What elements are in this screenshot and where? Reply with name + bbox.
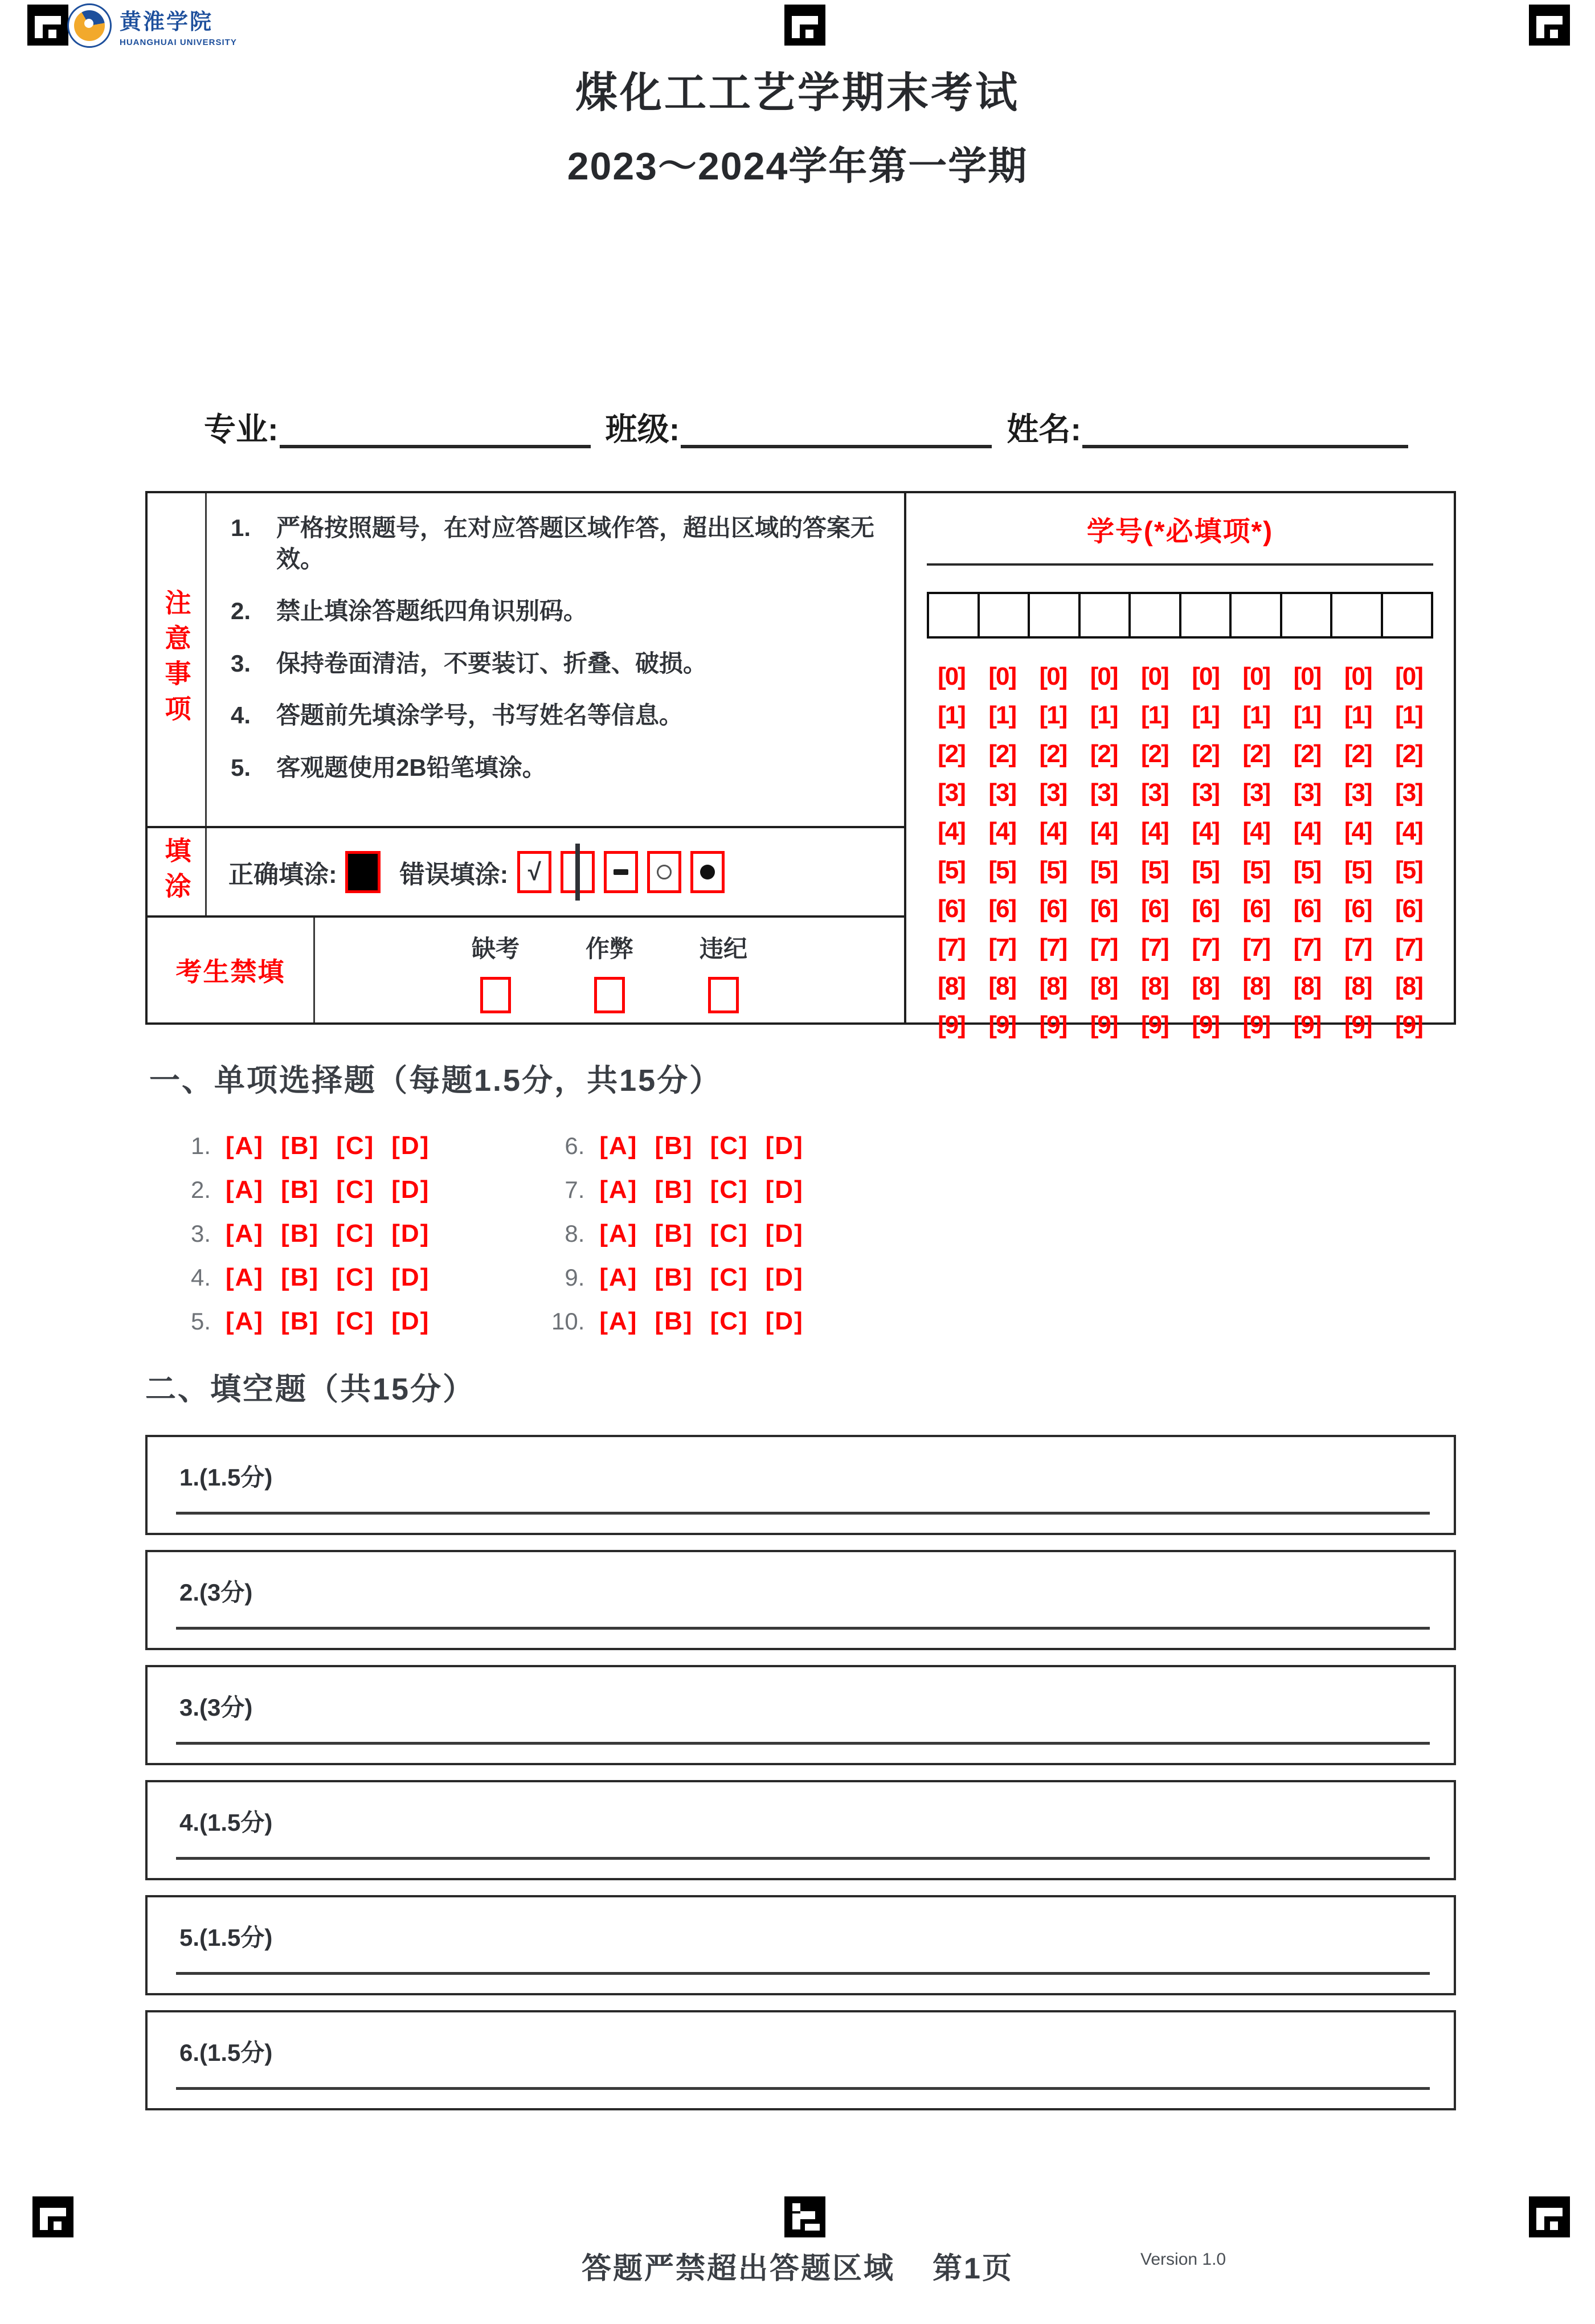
option-bubble[interactable]: [C] bbox=[710, 1263, 749, 1291]
exam-title: 煤化工工艺学期末考试 bbox=[575, 69, 1020, 116]
footer-page-number: 第1页 bbox=[933, 2252, 1013, 2285]
digit-bubble[interactable]: [9] bbox=[1395, 1011, 1422, 1039]
digit-bubble[interactable]: [1] bbox=[1090, 701, 1118, 729]
option-bubble[interactable]: [A] bbox=[226, 1220, 264, 1247]
examiner-fill-box[interactable] bbox=[480, 977, 511, 1013]
option-bubble[interactable]: [C] bbox=[336, 1307, 375, 1335]
digit-bubble[interactable]: [9] bbox=[938, 1011, 965, 1039]
wrong-fill-examples bbox=[508, 851, 725, 893]
digit-bubble[interactable]: [3] bbox=[1293, 779, 1321, 807]
digit-bubble[interactable]: [1] bbox=[1344, 701, 1372, 729]
digit-bubble[interactable]: [5] bbox=[988, 856, 1016, 884]
examiner-only-label: 考生禁填 bbox=[148, 918, 315, 1022]
digit-bubble[interactable]: [2] bbox=[1039, 740, 1067, 768]
digit-bubble[interactable]: [4] bbox=[1395, 817, 1422, 845]
digit-bubble[interactable]: [9] bbox=[1140, 1011, 1168, 1039]
digit-bubble[interactable]: [7] bbox=[1293, 934, 1321, 961]
question-number: 8. bbox=[565, 1220, 585, 1247]
examiner-column bbox=[700, 930, 747, 1022]
question-row bbox=[158, 1263, 447, 1292]
digit-bubble[interactable]: [9] bbox=[1293, 1011, 1321, 1039]
blank-answer-line[interactable] bbox=[176, 1627, 1430, 1630]
student-id-cell[interactable] bbox=[1081, 592, 1131, 639]
digit-bubble[interactable]: [6] bbox=[1140, 895, 1168, 923]
check-mark-icon: √ bbox=[527, 858, 541, 885]
digit-bubble[interactable]: [7] bbox=[1140, 934, 1168, 961]
option-bubble[interactable]: [A] bbox=[599, 1220, 638, 1247]
filling-label: 填涂 bbox=[161, 836, 191, 907]
question-number: 7. bbox=[565, 1176, 585, 1203]
class-input-line[interactable] bbox=[681, 412, 992, 448]
digit-bubble[interactable]: [0] bbox=[1090, 662, 1118, 690]
question-row bbox=[158, 1132, 447, 1160]
name-label: 姓名: bbox=[1007, 411, 1081, 447]
digit-bubble[interactable]: [9] bbox=[1192, 1011, 1219, 1039]
digit-bubble[interactable]: [0] bbox=[938, 662, 965, 690]
option-bubble[interactable]: [B] bbox=[281, 1307, 320, 1335]
digit-bubble[interactable]: [8] bbox=[938, 972, 965, 1000]
digit-bubble[interactable]: [7] bbox=[1242, 934, 1270, 961]
digit-bubble[interactable]: [9] bbox=[988, 1011, 1016, 1039]
check-mark-box bbox=[517, 851, 551, 893]
question-number: 2. bbox=[190, 1176, 211, 1203]
circle-outline-mark-box bbox=[647, 851, 681, 893]
student-id-cell[interactable] bbox=[1131, 592, 1181, 639]
digit-row bbox=[927, 701, 1433, 730]
notice-item-number: 1. bbox=[231, 514, 251, 541]
university-logo bbox=[67, 3, 237, 48]
digit-bubble[interactable]: [5] bbox=[1140, 856, 1168, 884]
option-bubble[interactable]: [A] bbox=[599, 1263, 638, 1291]
notice-item bbox=[231, 752, 887, 784]
notice-item-text: 禁止填涂答题纸四角识别码。 bbox=[276, 598, 588, 625]
digit-bubble[interactable]: [7] bbox=[1090, 934, 1118, 961]
digit-bubble[interactable]: [0] bbox=[988, 662, 1016, 690]
option-bubble[interactable]: [D] bbox=[765, 1307, 804, 1335]
examiner-fill-box[interactable] bbox=[708, 977, 739, 1013]
university-name-cn: 黄淮学院 bbox=[120, 10, 214, 34]
name-input-line[interactable] bbox=[1082, 412, 1408, 448]
examiner-only-columns bbox=[315, 918, 904, 1022]
student-id-write-cells bbox=[927, 592, 1433, 639]
option-bubble[interactable]: [D] bbox=[391, 1132, 430, 1160]
student-id-cell[interactable] bbox=[980, 592, 1030, 639]
digit-bubble[interactable]: [6] bbox=[1293, 895, 1321, 923]
digit-bubble[interactable]: [6] bbox=[1090, 895, 1118, 923]
option-bubble[interactable]: [C] bbox=[710, 1307, 749, 1335]
digit-bubble[interactable]: [2] bbox=[938, 740, 965, 768]
question-number: 4. bbox=[190, 1264, 211, 1291]
digit-bubble[interactable]: [1] bbox=[1192, 701, 1219, 729]
digit-bubble[interactable]: [0] bbox=[1192, 662, 1219, 690]
digit-bubble[interactable]: [2] bbox=[1395, 740, 1422, 768]
fiducial-marker-top-middle-icon bbox=[784, 5, 825, 46]
choice-question-grid bbox=[158, 1132, 821, 1336]
digit-bubble[interactable]: [8] bbox=[1293, 972, 1321, 1000]
digit-bubble[interactable]: [2] bbox=[988, 740, 1016, 768]
question-number: 6. bbox=[565, 1132, 585, 1159]
digit-row bbox=[927, 817, 1433, 846]
digit-bubble[interactable]: [4] bbox=[1242, 817, 1270, 845]
digit-bubble[interactable]: [0] bbox=[1140, 662, 1168, 690]
vertical-bar-mark-box bbox=[561, 851, 595, 893]
exam-subtitle: 2023～2024学年第一学期 bbox=[567, 145, 1028, 188]
question-row bbox=[532, 1176, 820, 1204]
correct-fill-swatch-icon bbox=[345, 851, 381, 893]
digit-bubble[interactable]: [1] bbox=[988, 701, 1016, 729]
option-bubble[interactable]: [D] bbox=[391, 1307, 430, 1335]
digit-bubble[interactable]: [3] bbox=[1140, 779, 1168, 807]
blank-answer-line[interactable] bbox=[176, 1512, 1430, 1515]
examiner-column-label: 缺考 bbox=[471, 935, 520, 962]
notice-item-number: 4. bbox=[231, 702, 251, 729]
blank-answer-label: 2.(3分) bbox=[179, 1579, 253, 1606]
name-field bbox=[1007, 410, 1408, 448]
digit-bubble[interactable]: [9] bbox=[1039, 1011, 1067, 1039]
question-number: 5. bbox=[190, 1308, 211, 1335]
footer-warning: 答题严禁超出答题区域 bbox=[582, 2252, 895, 2285]
digit-bubble[interactable]: [7] bbox=[1039, 934, 1067, 961]
notice-item-number: 3. bbox=[231, 649, 251, 677]
option-bubble[interactable]: [C] bbox=[336, 1263, 375, 1291]
blank-answer-label: 1.(1.5分) bbox=[179, 1464, 273, 1491]
digit-bubble[interactable]: [7] bbox=[1395, 934, 1422, 961]
digit-bubble[interactable]: [3] bbox=[1090, 779, 1118, 807]
option-bubble[interactable]: [C] bbox=[710, 1132, 749, 1160]
student-id-cell[interactable] bbox=[1181, 592, 1232, 639]
digit-bubble[interactable]: [8] bbox=[1192, 972, 1219, 1000]
option-bubble[interactable]: [D] bbox=[765, 1132, 804, 1160]
option-bubble[interactable]: [D] bbox=[391, 1263, 430, 1291]
version-label: Version 1.0 bbox=[1140, 2250, 1226, 2269]
digit-bubble[interactable]: [4] bbox=[1090, 817, 1118, 845]
digit-row bbox=[927, 779, 1433, 807]
option-bubble[interactable]: [C] bbox=[710, 1220, 749, 1247]
option-bubble[interactable]: [B] bbox=[281, 1220, 320, 1247]
blank-answer-label: 6.(1.5分) bbox=[179, 2039, 273, 2066]
option-bubble[interactable]: [B] bbox=[281, 1176, 320, 1204]
digit-bubble[interactable]: [0] bbox=[1395, 662, 1422, 690]
digit-bubble[interactable]: [8] bbox=[1395, 972, 1422, 1000]
option-bubble[interactable]: [C] bbox=[710, 1176, 749, 1204]
digit-bubble[interactable]: [3] bbox=[1039, 779, 1067, 807]
question-number: 9. bbox=[565, 1264, 585, 1291]
digit-bubble[interactable]: [5] bbox=[1192, 856, 1219, 884]
option-bubble[interactable]: [B] bbox=[281, 1132, 320, 1160]
question-row bbox=[532, 1263, 820, 1292]
notice-item-number: 5. bbox=[231, 754, 251, 781]
digit-bubble[interactable]: [4] bbox=[1192, 817, 1219, 845]
digit-bubble[interactable]: [2] bbox=[1090, 740, 1118, 768]
digit-bubble[interactable]: [4] bbox=[988, 817, 1016, 845]
blank-answer-label: 4.(1.5分) bbox=[179, 1809, 273, 1836]
digit-bubble[interactable]: [2] bbox=[1192, 740, 1219, 768]
blank-answer-line[interactable] bbox=[176, 2087, 1430, 2090]
blank-answer-box[interactable] bbox=[145, 1780, 1456, 1880]
option-bubble[interactable]: [D] bbox=[391, 1176, 430, 1204]
question-row bbox=[532, 1132, 820, 1160]
fiducial-marker-bottom-right-icon bbox=[1529, 2196, 1570, 2237]
digit-bubble[interactable]: [4] bbox=[1293, 817, 1321, 845]
option-bubble[interactable]: [D] bbox=[765, 1220, 804, 1247]
option-bubble[interactable]: [D] bbox=[765, 1263, 804, 1291]
circle-filled-mark-box bbox=[690, 851, 725, 893]
digit-bubble[interactable]: [9] bbox=[1344, 1011, 1372, 1039]
digit-bubble[interactable]: [6] bbox=[1395, 895, 1422, 923]
examiner-column-label: 作弊 bbox=[585, 935, 633, 962]
examiner-only-section bbox=[148, 918, 904, 1022]
student-id-title: 学号(*必填项*) bbox=[1086, 517, 1274, 547]
blank-answer-line[interactable] bbox=[176, 1742, 1430, 1745]
info-box bbox=[145, 491, 1456, 1039]
digit-bubble[interactable]: [8] bbox=[1090, 972, 1118, 1000]
question-row bbox=[532, 1307, 820, 1336]
option-bubble[interactable]: [B] bbox=[655, 1263, 693, 1291]
digit-bubble[interactable]: [5] bbox=[1039, 856, 1067, 884]
blank-answer-box[interactable] bbox=[145, 1665, 1456, 1765]
student-id-bubble-grid bbox=[927, 662, 1433, 1040]
major-field bbox=[204, 410, 606, 448]
digit-bubble[interactable]: [7] bbox=[938, 934, 965, 961]
digit-bubble[interactable]: [7] bbox=[1344, 934, 1372, 961]
blanks-section bbox=[145, 1365, 1456, 2125]
digit-row bbox=[927, 895, 1433, 923]
digit-bubble[interactable]: [0] bbox=[1242, 662, 1270, 690]
option-bubble[interactable]: [A] bbox=[226, 1132, 264, 1160]
info-left-pane bbox=[148, 493, 906, 1022]
digit-row bbox=[927, 934, 1433, 962]
digit-bubble[interactable]: [5] bbox=[938, 856, 965, 884]
digit-bubble[interactable]: [8] bbox=[988, 972, 1016, 1000]
notice-item bbox=[231, 513, 887, 575]
fiducial-marker-bottom-left-icon bbox=[32, 2196, 73, 2237]
major-input-line[interactable] bbox=[280, 412, 591, 448]
question-row bbox=[532, 1220, 820, 1248]
choice-section bbox=[149, 1056, 821, 1336]
digit-bubble[interactable]: [6] bbox=[1039, 895, 1067, 923]
digit-bubble[interactable]: [6] bbox=[988, 895, 1016, 923]
circle-outline-mark-icon bbox=[657, 865, 672, 879]
digit-bubble[interactable]: [6] bbox=[1192, 895, 1219, 923]
digit-bubble[interactable]: [5] bbox=[1344, 856, 1372, 884]
class-label: 班级: bbox=[605, 411, 680, 447]
dash-mark-box bbox=[604, 851, 638, 893]
digit-bubble[interactable]: [6] bbox=[1242, 895, 1270, 923]
blank-answer-box[interactable] bbox=[145, 2010, 1456, 2110]
digit-bubble[interactable]: [3] bbox=[1395, 779, 1422, 807]
blanks-section-heading: 二、填空题（共15分） bbox=[145, 1372, 476, 1406]
notice-item-text: 严格按照题号，在对应答题区域作答，超出区域的答案无效。 bbox=[276, 514, 875, 572]
digit-bubble[interactable]: [0] bbox=[1293, 662, 1321, 690]
circle-filled-mark-icon bbox=[700, 865, 715, 879]
digit-bubble[interactable]: [5] bbox=[1293, 856, 1321, 884]
digit-bubble[interactable]: [0] bbox=[1039, 662, 1067, 690]
digit-bubble[interactable]: [9] bbox=[1242, 1011, 1270, 1039]
university-seal-icon bbox=[67, 3, 112, 48]
examiner-column bbox=[472, 930, 520, 1022]
digit-bubble[interactable]: [5] bbox=[1395, 856, 1422, 884]
option-bubble[interactable]: [D] bbox=[391, 1220, 430, 1247]
notice-item-text: 保持卷面清洁，不要装订、折叠、破损。 bbox=[276, 649, 707, 677]
wrong-fill-label: 错误填涂: bbox=[399, 860, 509, 889]
digit-bubble[interactable]: [7] bbox=[1192, 934, 1219, 961]
student-id-cell[interactable] bbox=[1332, 592, 1383, 639]
option-bubble[interactable]: [A] bbox=[599, 1176, 638, 1204]
notice-items bbox=[207, 493, 904, 826]
student-id-cell[interactable] bbox=[1030, 592, 1081, 639]
option-bubble[interactable]: [B] bbox=[655, 1307, 693, 1335]
notice-item bbox=[231, 596, 887, 627]
filling-section bbox=[148, 828, 904, 918]
digit-bubble[interactable]: [2] bbox=[1293, 740, 1321, 768]
correct-fill-label: 正确填涂: bbox=[228, 860, 337, 889]
option-bubble[interactable]: [B] bbox=[655, 1176, 693, 1204]
digit-bubble[interactable]: [8] bbox=[1140, 972, 1168, 1000]
digit-bubble[interactable]: [7] bbox=[988, 934, 1016, 961]
digit-bubble[interactable]: [5] bbox=[1090, 856, 1118, 884]
fiducial-marker-bottom-middle-icon bbox=[784, 2196, 825, 2237]
option-bubble[interactable]: [A] bbox=[226, 1176, 264, 1204]
question-row bbox=[158, 1176, 447, 1204]
option-bubble[interactable]: [A] bbox=[599, 1307, 638, 1335]
digit-row bbox=[927, 972, 1433, 1001]
digit-bubble[interactable]: [2] bbox=[1242, 740, 1270, 768]
notice-label: 注意事项 bbox=[161, 589, 191, 730]
blank-answer-line[interactable] bbox=[176, 1972, 1430, 1975]
fiducial-marker-top-right-icon bbox=[1529, 5, 1570, 46]
digit-bubble[interactable]: [3] bbox=[938, 779, 965, 807]
digit-bubble[interactable]: [6] bbox=[1344, 895, 1372, 923]
digit-bubble[interactable]: [5] bbox=[1242, 856, 1270, 884]
blank-answer-box[interactable] bbox=[145, 1895, 1456, 1995]
option-bubble[interactable]: [A] bbox=[599, 1132, 638, 1160]
option-bubble[interactable]: [D] bbox=[765, 1176, 804, 1204]
notice-item-number: 2. bbox=[231, 598, 251, 625]
digit-bubble[interactable]: [4] bbox=[938, 817, 965, 845]
digit-bubble[interactable]: [8] bbox=[1039, 972, 1067, 1000]
fiducial-marker-top-left-icon bbox=[27, 5, 68, 46]
digit-bubble[interactable]: [4] bbox=[1140, 817, 1168, 845]
digit-bubble[interactable]: [3] bbox=[1242, 779, 1270, 807]
digit-bubble[interactable]: [3] bbox=[988, 779, 1016, 807]
digit-row bbox=[927, 856, 1433, 885]
digit-bubble[interactable]: [1] bbox=[1395, 701, 1422, 729]
question-number: 10. bbox=[551, 1308, 585, 1335]
digit-bubble[interactable]: [1] bbox=[1140, 701, 1168, 729]
student-id-cell[interactable] bbox=[1282, 592, 1333, 639]
digit-bubble[interactable]: [1] bbox=[1039, 701, 1067, 729]
digit-bubble[interactable]: [3] bbox=[1344, 779, 1372, 807]
digit-bubble[interactable]: [2] bbox=[1140, 740, 1168, 768]
class-field bbox=[606, 410, 1007, 448]
blank-answer-boxes bbox=[145, 1435, 1456, 2110]
blank-answer-box[interactable] bbox=[145, 1435, 1456, 1535]
examiner-column bbox=[586, 930, 633, 1022]
question-row bbox=[158, 1220, 447, 1248]
major-label: 专业: bbox=[204, 411, 279, 447]
blank-answer-label: 3.(3分) bbox=[179, 1694, 253, 1721]
digit-bubble[interactable]: [4] bbox=[1039, 817, 1067, 845]
examiner-column-label: 违纪 bbox=[700, 935, 748, 962]
option-bubble[interactable]: [C] bbox=[336, 1132, 375, 1160]
vertical-bar-mark-icon bbox=[575, 844, 580, 901]
digit-row bbox=[927, 662, 1433, 691]
digit-bubble[interactable]: [1] bbox=[1293, 701, 1321, 729]
digit-bubble[interactable]: [8] bbox=[1242, 972, 1270, 1000]
examiner-fill-box[interactable] bbox=[594, 977, 625, 1013]
choice-section-heading: 一、单项选择题（每题1.5分，共15分） bbox=[149, 1063, 722, 1098]
dash-mark-icon bbox=[614, 869, 628, 875]
digit-bubble[interactable]: [2] bbox=[1344, 740, 1372, 768]
blank-answer-line[interactable] bbox=[176, 1857, 1430, 1860]
option-bubble[interactable]: [A] bbox=[226, 1307, 264, 1335]
digit-bubble[interactable]: [1] bbox=[938, 701, 965, 729]
digit-row bbox=[927, 740, 1433, 768]
option-bubble[interactable]: [C] bbox=[336, 1176, 375, 1204]
student-id-cell[interactable] bbox=[1232, 592, 1282, 639]
option-bubble[interactable]: [A] bbox=[226, 1263, 264, 1291]
blank-answer-label: 5.(1.5分) bbox=[179, 1924, 273, 1951]
digit-bubble[interactable]: [9] bbox=[1090, 1011, 1118, 1039]
question-number: 3. bbox=[190, 1220, 211, 1247]
digit-bubble[interactable]: [6] bbox=[938, 895, 965, 923]
digit-bubble[interactable]: [8] bbox=[1344, 972, 1372, 1000]
notice-section bbox=[148, 493, 904, 828]
student-id-cell[interactable] bbox=[1383, 592, 1434, 639]
option-bubble[interactable]: [B] bbox=[281, 1263, 320, 1291]
digit-row bbox=[927, 1011, 1433, 1040]
notice-item-text: 客观题使用2B铅笔填涂。 bbox=[276, 754, 546, 781]
digit-bubble[interactable]: [4] bbox=[1344, 817, 1372, 845]
student-info-row bbox=[204, 410, 1408, 448]
digit-bubble[interactable]: [3] bbox=[1192, 779, 1219, 807]
student-id-cell[interactable] bbox=[927, 592, 980, 639]
option-bubble[interactable]: [B] bbox=[655, 1132, 693, 1160]
question-row bbox=[158, 1307, 447, 1336]
option-bubble[interactable]: [B] bbox=[655, 1220, 693, 1247]
digit-bubble[interactable]: [0] bbox=[1344, 662, 1372, 690]
notice-item-text: 答题前先填涂学号，书写姓名等信息。 bbox=[276, 702, 684, 729]
student-id-panel bbox=[906, 493, 1454, 1039]
notice-item bbox=[231, 648, 887, 680]
option-bubble[interactable]: [C] bbox=[336, 1220, 375, 1247]
notice-item bbox=[231, 700, 887, 731]
digit-bubble[interactable]: [1] bbox=[1242, 701, 1270, 729]
blank-answer-box[interactable] bbox=[145, 1550, 1456, 1650]
student-id-divider bbox=[927, 563, 1433, 566]
question-number: 1. bbox=[190, 1132, 211, 1159]
university-name-en: HUANGHUAI UNIVERSITY bbox=[120, 38, 237, 47]
footer bbox=[0, 2244, 1595, 2287]
